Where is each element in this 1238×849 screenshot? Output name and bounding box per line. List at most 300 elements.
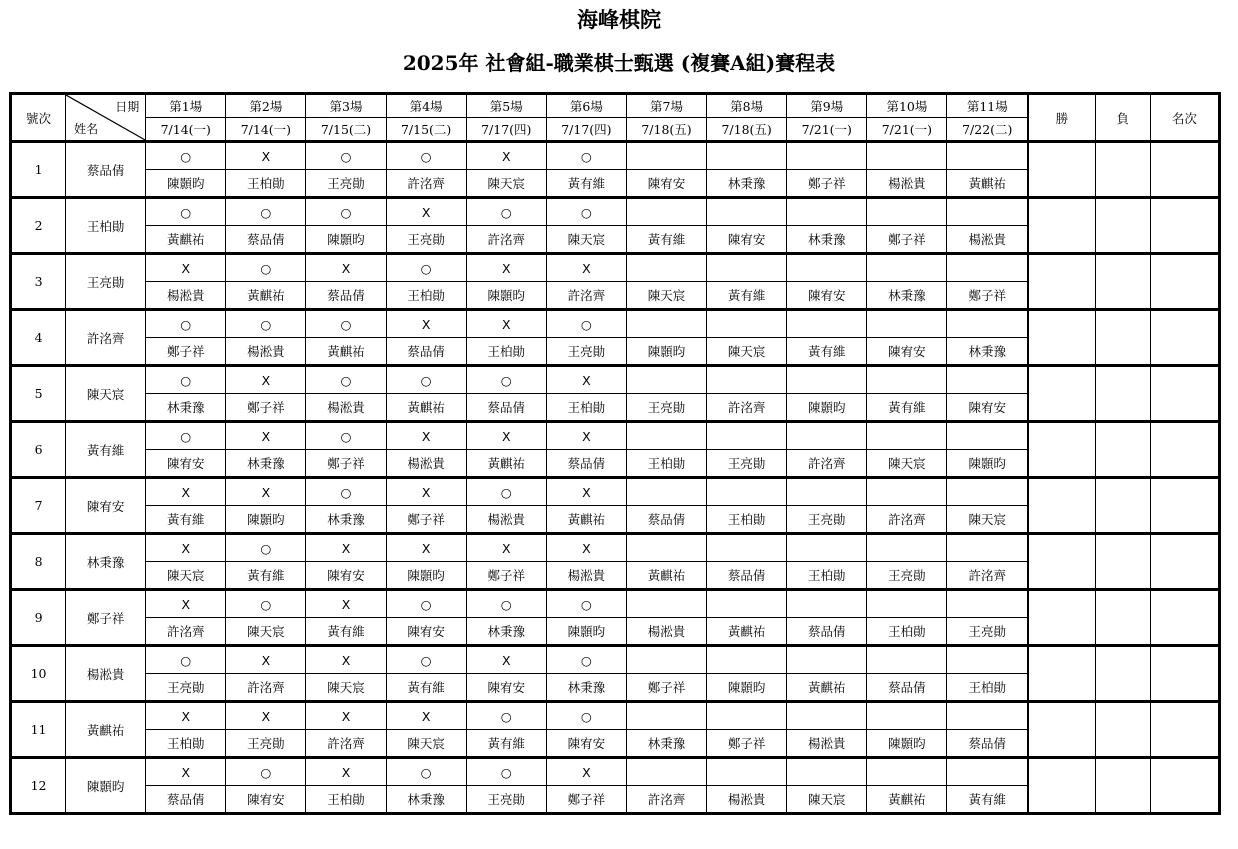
result-mark	[947, 590, 1028, 618]
opponent-name: 黃麒祐	[466, 450, 546, 478]
player-wins-cell	[1028, 758, 1095, 814]
opponent-name: 楊淞貴	[306, 394, 386, 422]
opponent-name: 王柏勛	[787, 562, 867, 590]
result-mark	[787, 198, 867, 226]
opponent-name: 黃有維	[546, 170, 626, 198]
player-number: 12	[11, 758, 66, 814]
result-mark	[787, 534, 867, 562]
opponent-name: 楊淞貴	[146, 282, 226, 310]
result-mark: X	[386, 478, 466, 506]
round-date: 7/17(四)	[466, 118, 546, 142]
opponent-name: 王柏勛	[306, 786, 386, 814]
opponent-name: 王亮勛	[626, 394, 706, 422]
result-mark	[787, 646, 867, 674]
opponent-name: 黃有維	[306, 618, 386, 646]
player-number: 4	[11, 310, 66, 366]
round-label: 第5場	[466, 94, 546, 118]
opponent-name: 林秉豫	[146, 394, 226, 422]
result-mark	[707, 366, 787, 394]
opponent-name: 黃有維	[386, 674, 466, 702]
header-rank: 名次	[1150, 94, 1219, 142]
result-mark	[867, 758, 947, 786]
result-mark: X	[306, 254, 386, 282]
result-mark	[867, 590, 947, 618]
player-rank-cell	[1150, 422, 1219, 478]
result-mark	[867, 478, 947, 506]
opponent-name: 陳宥安	[226, 786, 306, 814]
opponent-name: 王亮勛	[947, 618, 1028, 646]
result-mark: ○	[306, 142, 386, 170]
player-name: 黃麒祐	[66, 702, 146, 758]
opponent-name: 黃麒祐	[626, 562, 706, 590]
opponent-name: 鄭子祥	[947, 282, 1028, 310]
result-mark: ○	[146, 366, 226, 394]
result-mark	[626, 198, 706, 226]
player-result-row	[11, 310, 1220, 338]
result-mark: ○	[386, 590, 466, 618]
result-mark: ○	[306, 366, 386, 394]
player-result-row	[11, 366, 1220, 394]
result-mark	[626, 534, 706, 562]
result-mark: X	[466, 310, 546, 338]
opponent-name: 林秉豫	[947, 338, 1028, 366]
player-losses-cell	[1095, 534, 1150, 590]
result-mark	[787, 254, 867, 282]
opponent-name: 陳顥昀	[626, 338, 706, 366]
player-name: 楊淞貴	[66, 646, 146, 702]
result-mark	[787, 702, 867, 730]
result-mark: ○	[466, 478, 546, 506]
opponent-name: 陳宥安	[626, 170, 706, 198]
opponent-name: 陳宥安	[306, 562, 386, 590]
result-mark	[707, 590, 787, 618]
player-rank-cell	[1150, 590, 1219, 646]
result-mark	[707, 534, 787, 562]
player-result-row	[11, 422, 1220, 450]
result-mark: X	[306, 646, 386, 674]
opponent-name: 林秉豫	[546, 674, 626, 702]
opponent-name: 黃麒祐	[306, 338, 386, 366]
result-mark: X	[226, 366, 306, 394]
player-name: 蔡品倩	[66, 142, 146, 198]
result-mark	[707, 310, 787, 338]
result-mark	[947, 310, 1028, 338]
result-mark: X	[146, 478, 226, 506]
opponent-name: 陳天宸	[867, 450, 947, 478]
result-mark	[787, 758, 867, 786]
result-mark	[626, 142, 706, 170]
result-mark: X	[466, 254, 546, 282]
opponent-name: 王亮勛	[466, 786, 546, 814]
player-name: 王亮勛	[66, 254, 146, 310]
opponent-name: 黃麒祐	[947, 170, 1028, 198]
opponent-name: 鄭子祥	[707, 730, 787, 758]
round-date: 7/14(一)	[146, 118, 226, 142]
opponent-name: 蔡品倩	[146, 786, 226, 814]
opponent-name: 陳宥安	[947, 394, 1028, 422]
result-mark: ○	[146, 198, 226, 226]
result-mark: ○	[386, 254, 466, 282]
opponent-name: 鄭子祥	[386, 506, 466, 534]
header-number: 號次	[11, 94, 66, 142]
opponent-name: 鄭子祥	[626, 674, 706, 702]
result-mark: X	[146, 590, 226, 618]
player-losses-cell	[1095, 590, 1150, 646]
opponent-name: 黃麒祐	[707, 618, 787, 646]
round-label: 第4場	[386, 94, 466, 118]
player-wins-cell	[1028, 646, 1095, 702]
opponent-name: 蔡品倩	[947, 730, 1028, 758]
result-mark: ○	[466, 366, 546, 394]
opponent-name: 王柏勛	[226, 170, 306, 198]
player-name: 黃有維	[66, 422, 146, 478]
result-mark	[947, 646, 1028, 674]
player-result-row	[11, 590, 1220, 618]
result-mark: X	[146, 254, 226, 282]
round-date: 7/22(二)	[947, 118, 1028, 142]
player-number: 9	[11, 590, 66, 646]
player-wins-cell	[1028, 198, 1095, 254]
opponent-name: 許洺齊	[626, 786, 706, 814]
opponent-name: 陳宥安	[546, 730, 626, 758]
result-mark: ○	[466, 758, 546, 786]
opponent-name: 蔡品倩	[867, 674, 947, 702]
round-label: 第11場	[947, 94, 1028, 118]
result-mark: X	[146, 758, 226, 786]
result-mark: ○	[146, 646, 226, 674]
result-mark	[947, 366, 1028, 394]
opponent-name: 黃有維	[226, 562, 306, 590]
page-title: 海峰棋院	[577, 7, 661, 32]
player-losses-cell	[1095, 478, 1150, 534]
result-mark: X	[306, 758, 386, 786]
opponent-name: 陳顥昀	[146, 170, 226, 198]
result-mark	[867, 366, 947, 394]
result-mark: ○	[226, 590, 306, 618]
round-date: 7/17(四)	[546, 118, 626, 142]
player-number: 10	[11, 646, 66, 702]
opponent-name: 鄭子祥	[546, 786, 626, 814]
result-mark	[626, 254, 706, 282]
result-mark	[787, 142, 867, 170]
result-mark	[867, 142, 947, 170]
round-label: 第3場	[306, 94, 386, 118]
opponent-name: 陳宥安	[386, 618, 466, 646]
round-label: 第7場	[626, 94, 706, 118]
player-rank-cell	[1150, 646, 1219, 702]
opponent-name: 王柏勛	[146, 730, 226, 758]
opponent-name: 楊淞貴	[787, 730, 867, 758]
result-mark: X	[546, 422, 626, 450]
opponent-name: 鄭子祥	[466, 562, 546, 590]
player-rank-cell	[1150, 310, 1219, 366]
result-mark: X	[546, 758, 626, 786]
result-mark: X	[466, 646, 546, 674]
opponent-name: 王柏勛	[386, 282, 466, 310]
result-mark	[626, 590, 706, 618]
result-mark: X	[146, 702, 226, 730]
opponent-name: 陳顥昀	[947, 450, 1028, 478]
opponent-name: 蔡品倩	[466, 394, 546, 422]
opponent-name: 陳天宸	[306, 674, 386, 702]
opponent-name: 陳天宸	[466, 170, 546, 198]
player-rank-cell	[1150, 366, 1219, 422]
result-mark	[787, 310, 867, 338]
round-label: 第8場	[707, 94, 787, 118]
result-mark: ○	[306, 198, 386, 226]
opponent-name: 陳宥安	[707, 226, 787, 254]
result-mark: ○	[386, 646, 466, 674]
opponent-name: 王亮勛	[707, 450, 787, 478]
round-date: 7/15(二)	[386, 118, 466, 142]
opponent-name: 黃有維	[707, 282, 787, 310]
opponent-name: 林秉豫	[306, 506, 386, 534]
opponent-name: 黃麒祐	[787, 674, 867, 702]
header-date-label: 日期	[115, 100, 140, 114]
opponent-name: 蔡品倩	[306, 282, 386, 310]
player-number: 11	[11, 702, 66, 758]
header-wins: 勝	[1028, 94, 1095, 142]
opponent-name: 黃有維	[867, 394, 947, 422]
result-mark	[947, 254, 1028, 282]
player-wins-cell	[1028, 590, 1095, 646]
opponent-name: 鄭子祥	[867, 226, 947, 254]
result-mark: ○	[466, 198, 546, 226]
result-mark: ○	[146, 142, 226, 170]
header-date-name-diagonal	[66, 94, 146, 142]
opponent-name: 林秉豫	[707, 170, 787, 198]
result-mark: X	[386, 422, 466, 450]
result-mark: X	[546, 254, 626, 282]
player-rank-cell	[1150, 478, 1219, 534]
opponent-name: 王亮勛	[546, 338, 626, 366]
opponent-name: 林秉豫	[626, 730, 706, 758]
result-mark	[947, 478, 1028, 506]
opponent-name: 許洺齊	[707, 394, 787, 422]
result-mark	[867, 534, 947, 562]
opponent-name: 陳宥安	[466, 674, 546, 702]
result-mark: ○	[466, 702, 546, 730]
player-number: 8	[11, 534, 66, 590]
result-mark	[626, 646, 706, 674]
result-mark	[707, 254, 787, 282]
result-mark	[947, 702, 1028, 730]
result-mark: X	[226, 478, 306, 506]
result-mark	[947, 758, 1028, 786]
opponent-name: 陳天宸	[947, 506, 1028, 534]
result-mark	[867, 422, 947, 450]
opponent-name: 許洺齊	[787, 450, 867, 478]
result-mark	[626, 702, 706, 730]
opponent-name: 陳天宸	[386, 730, 466, 758]
result-mark: X	[386, 702, 466, 730]
opponent-name: 鄭子祥	[306, 450, 386, 478]
player-losses-cell	[1095, 142, 1150, 198]
opponent-name: 王柏勛	[626, 450, 706, 478]
header-name-label: 姓名	[74, 122, 99, 136]
opponent-name: 許洺齊	[947, 562, 1028, 590]
opponent-name: 王柏勛	[466, 338, 546, 366]
player-rank-cell	[1150, 534, 1219, 590]
result-mark: X	[226, 646, 306, 674]
result-mark	[707, 142, 787, 170]
result-mark	[707, 478, 787, 506]
opponent-name: 陳顥昀	[787, 394, 867, 422]
result-mark: ○	[226, 534, 306, 562]
result-mark: ○	[306, 422, 386, 450]
opponent-name: 鄭子祥	[146, 338, 226, 366]
player-losses-cell	[1095, 758, 1150, 814]
result-mark	[867, 702, 947, 730]
round-label: 第2場	[226, 94, 306, 118]
result-mark: ○	[546, 590, 626, 618]
player-number: 2	[11, 198, 66, 254]
opponent-name: 楊淞貴	[867, 170, 947, 198]
player-name: 許洺齊	[66, 310, 146, 366]
opponent-name: 楊淞貴	[947, 226, 1028, 254]
opponent-name: 陳天宸	[226, 618, 306, 646]
result-mark: ○	[306, 310, 386, 338]
opponent-name: 黃有維	[146, 506, 226, 534]
result-mark: X	[386, 534, 466, 562]
opponent-name: 王柏勛	[867, 618, 947, 646]
result-mark: X	[386, 310, 466, 338]
player-name: 林秉豫	[66, 534, 146, 590]
result-mark: ○	[546, 646, 626, 674]
result-mark	[947, 422, 1028, 450]
result-mark	[787, 366, 867, 394]
result-mark	[707, 646, 787, 674]
result-mark: X	[466, 422, 546, 450]
opponent-name: 黃麒祐	[146, 226, 226, 254]
opponent-name: 楊淞貴	[546, 562, 626, 590]
result-mark	[707, 702, 787, 730]
opponent-name: 黃有維	[787, 338, 867, 366]
result-mark: X	[306, 534, 386, 562]
player-rank-cell	[1150, 254, 1219, 310]
round-label: 第9場	[787, 94, 867, 118]
player-losses-cell	[1095, 198, 1150, 254]
player-wins-cell	[1028, 254, 1095, 310]
result-mark: ○	[546, 702, 626, 730]
result-mark: X	[546, 534, 626, 562]
opponent-name: 王亮勛	[306, 170, 386, 198]
opponent-name: 王柏勛	[947, 674, 1028, 702]
schedule-table	[9, 92, 1221, 815]
opponent-name: 許洺齊	[546, 282, 626, 310]
result-mark: X	[226, 142, 306, 170]
player-rank-cell	[1150, 758, 1219, 814]
result-mark: ○	[386, 366, 466, 394]
opponent-name: 陳顥昀	[466, 282, 546, 310]
player-wins-cell	[1028, 702, 1095, 758]
result-mark	[867, 646, 947, 674]
result-mark: ○	[146, 310, 226, 338]
round-label: 第10場	[867, 94, 947, 118]
player-result-row	[11, 142, 1220, 170]
opponent-name: 陳宥安	[146, 450, 226, 478]
opponent-name: 王亮勛	[146, 674, 226, 702]
player-wins-cell	[1028, 142, 1095, 198]
result-mark: ○	[146, 422, 226, 450]
round-date: 7/18(五)	[707, 118, 787, 142]
opponent-name: 蔡品倩	[546, 450, 626, 478]
player-losses-cell	[1095, 422, 1150, 478]
opponent-name: 王亮勛	[787, 506, 867, 534]
round-date: 7/14(一)	[226, 118, 306, 142]
opponent-name: 鄭子祥	[226, 394, 306, 422]
result-mark	[867, 254, 947, 282]
result-mark: ○	[226, 198, 306, 226]
opponent-name: 楊淞貴	[386, 450, 466, 478]
opponent-name: 黃麒祐	[867, 786, 947, 814]
player-name: 陳宥安	[66, 478, 146, 534]
opponent-name: 許洺齊	[466, 226, 546, 254]
result-mark: X	[226, 422, 306, 450]
player-losses-cell	[1095, 254, 1150, 310]
opponent-name: 蔡品倩	[626, 506, 706, 534]
opponent-name: 蔡品倩	[707, 562, 787, 590]
round-date: 7/21(一)	[867, 118, 947, 142]
opponent-name: 楊淞貴	[226, 338, 306, 366]
player-name: 王柏勛	[66, 198, 146, 254]
opponent-name: 黃有維	[626, 226, 706, 254]
opponent-name: 陳顥昀	[707, 674, 787, 702]
player-result-row	[11, 758, 1220, 786]
opponent-name: 王柏勛	[546, 394, 626, 422]
result-mark: X	[466, 534, 546, 562]
result-mark	[626, 366, 706, 394]
result-mark	[707, 198, 787, 226]
player-number: 1	[11, 142, 66, 198]
opponent-name: 陳顥昀	[867, 730, 947, 758]
player-wins-cell	[1028, 478, 1095, 534]
opponent-name: 林秉豫	[867, 282, 947, 310]
opponent-name: 王柏勛	[707, 506, 787, 534]
opponent-name: 楊淞貴	[466, 506, 546, 534]
round-date: 7/18(五)	[626, 118, 706, 142]
opponent-name: 陳天宸	[546, 226, 626, 254]
player-name: 陳天宸	[66, 366, 146, 422]
player-result-row	[11, 534, 1220, 562]
round-label: 第1場	[146, 94, 226, 118]
result-mark: ○	[386, 758, 466, 786]
opponent-name: 王亮勛	[226, 730, 306, 758]
player-number: 7	[11, 478, 66, 534]
player-losses-cell	[1095, 310, 1150, 366]
round-label: 第6場	[546, 94, 626, 118]
result-mark	[947, 534, 1028, 562]
result-mark	[947, 142, 1028, 170]
player-wins-cell	[1028, 366, 1095, 422]
opponent-name: 陳顥昀	[386, 562, 466, 590]
opponent-name: 黃有維	[947, 786, 1028, 814]
result-mark: X	[546, 478, 626, 506]
result-mark: ○	[306, 478, 386, 506]
result-mark	[947, 198, 1028, 226]
header-losses: 負	[1095, 94, 1150, 142]
opponent-name: 許洺齊	[146, 618, 226, 646]
opponent-name: 黃麒祐	[386, 394, 466, 422]
opponent-name: 蔡品倩	[787, 618, 867, 646]
result-mark: ○	[226, 758, 306, 786]
opponent-name: 陳天宸	[787, 786, 867, 814]
result-mark: X	[306, 702, 386, 730]
result-mark: ○	[466, 590, 546, 618]
player-result-row	[11, 702, 1220, 730]
opponent-name: 楊淞貴	[626, 618, 706, 646]
result-mark	[787, 422, 867, 450]
